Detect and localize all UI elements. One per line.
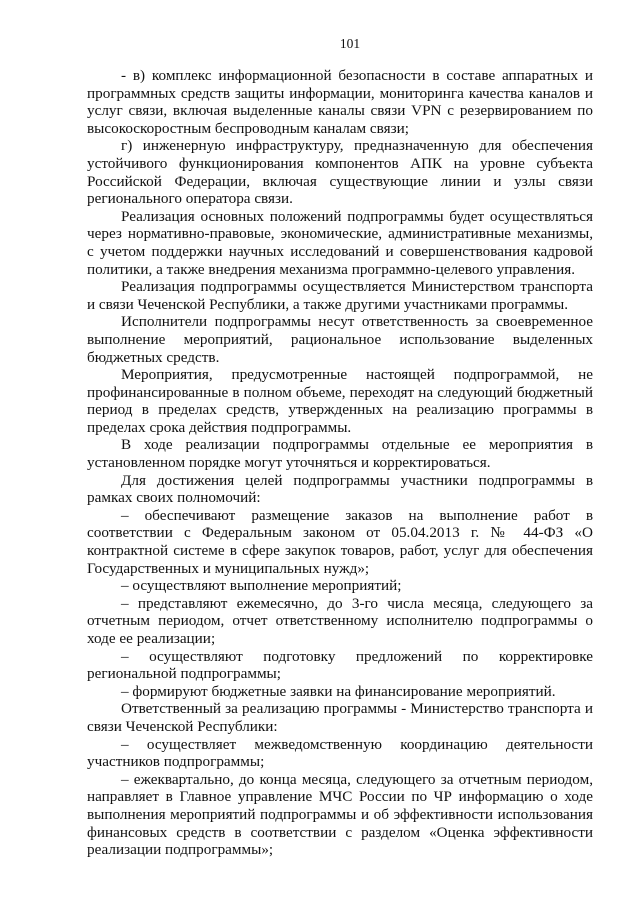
paragraph-responsible-ministry: Ответственный за реализацию программы - Министерство транспорта и связи Чеченской Республики: [87, 700, 593, 735]
paragraph-unfunded-measures: Мероприятия, предусмотренные настоящей подпрограммой, не профинансированные в полном объеме, переходят на следующий бюджетный период в пределах средств, утвержденных на реализацию программы в пределах срока действия подпрограммы. [87, 366, 593, 436]
paragraph-engineering-infrastructure: г) инженерную инфраструктуру, предназначенную для обеспечения устойчивого функционирования компонентов АПК на уровне субъекта Российской Федерации, включая существующие линии и узлы связи регионального оператора связи. [87, 137, 593, 208]
list-item-quarterly-report: – ежеквартально, до конца месяца, следующего за отчетным периодом, направляет в Главное управление МЧС России по ЧР информацию о ходе выполнения мероприятий подпрограммы и об эффективности использования финансовых средств в соответствии с разделом «Оценка эффективности реализации подпрограммы»; [87, 770, 593, 859]
list-item-coordination: – осуществляет межведомственную координацию деятельности участников подпрограммы; [87, 735, 593, 771]
list-item-procurement: – обеспечивают размещение заказов на выполнение работ в соответствии с Федеральным законом от 05.04.2013 г. № 44-ФЗ «О контрактной системе в сфере закупок товаров, работ, услуг для обеспечения Государственных и муниципальных нужд»; [87, 506, 593, 577]
paragraph-implementing-ministry: Реализация подпрограммы осуществляется Министерством транспорта и связи Чеченской Республики, а также другими участниками программы. [87, 278, 593, 313]
list-item-monthly-report: – представляют ежемесячно, до 3-го числа месяца, следующего за отчетным периодом, отчет ответственному исполнителю подпрограммы о ходе ее реализации; [87, 594, 593, 647]
list-item-execute-measures: – осуществляют выполнение мероприятий; [121, 577, 402, 595]
paragraph-participants-intro: Для достижения целей подпрограммы участники подпрограммы в рамках своих полномочий: [87, 471, 593, 507]
paragraph-implementation-mechanisms: Реализация основных положений подпрограммы будет осуществляться через нормативно-правовые, экономические, административные механизмы, с учетом поддержки научных исследований и совершенствования кадровой политики, а также внедрения механизма программно-целевого управления. [87, 207, 593, 278]
paragraph-security-complex: - в) комплекс информационной безопасности в составе аппаратных и программных средств защиты информации, мониторинга качества каналов и услуг связи, включая выделенные каналы связи VPN с резервированием по высокоскоростным беспроводным каналам связи; [87, 67, 593, 137]
page-number: 101 [339, 36, 361, 51]
list-item-budget-requests: – формируют бюджетные заявки на финансирование мероприятий. [121, 682, 556, 700]
paragraph-measures-adjustment: В ходе реализации подпрограммы отдельные ее мероприятия в установленном порядке могут уточняться и корректироваться. [87, 436, 593, 472]
paragraph-executors-responsibility: Исполнители подпрограммы несут ответственность за своевременное выполнение мероприятий, рациональное использование выделенных бюджетных средств. [87, 313, 593, 366]
list-item-prepare-proposals: – осуществляют подготовку предложений по корректировке региональной подпрограммы; [87, 647, 593, 683]
